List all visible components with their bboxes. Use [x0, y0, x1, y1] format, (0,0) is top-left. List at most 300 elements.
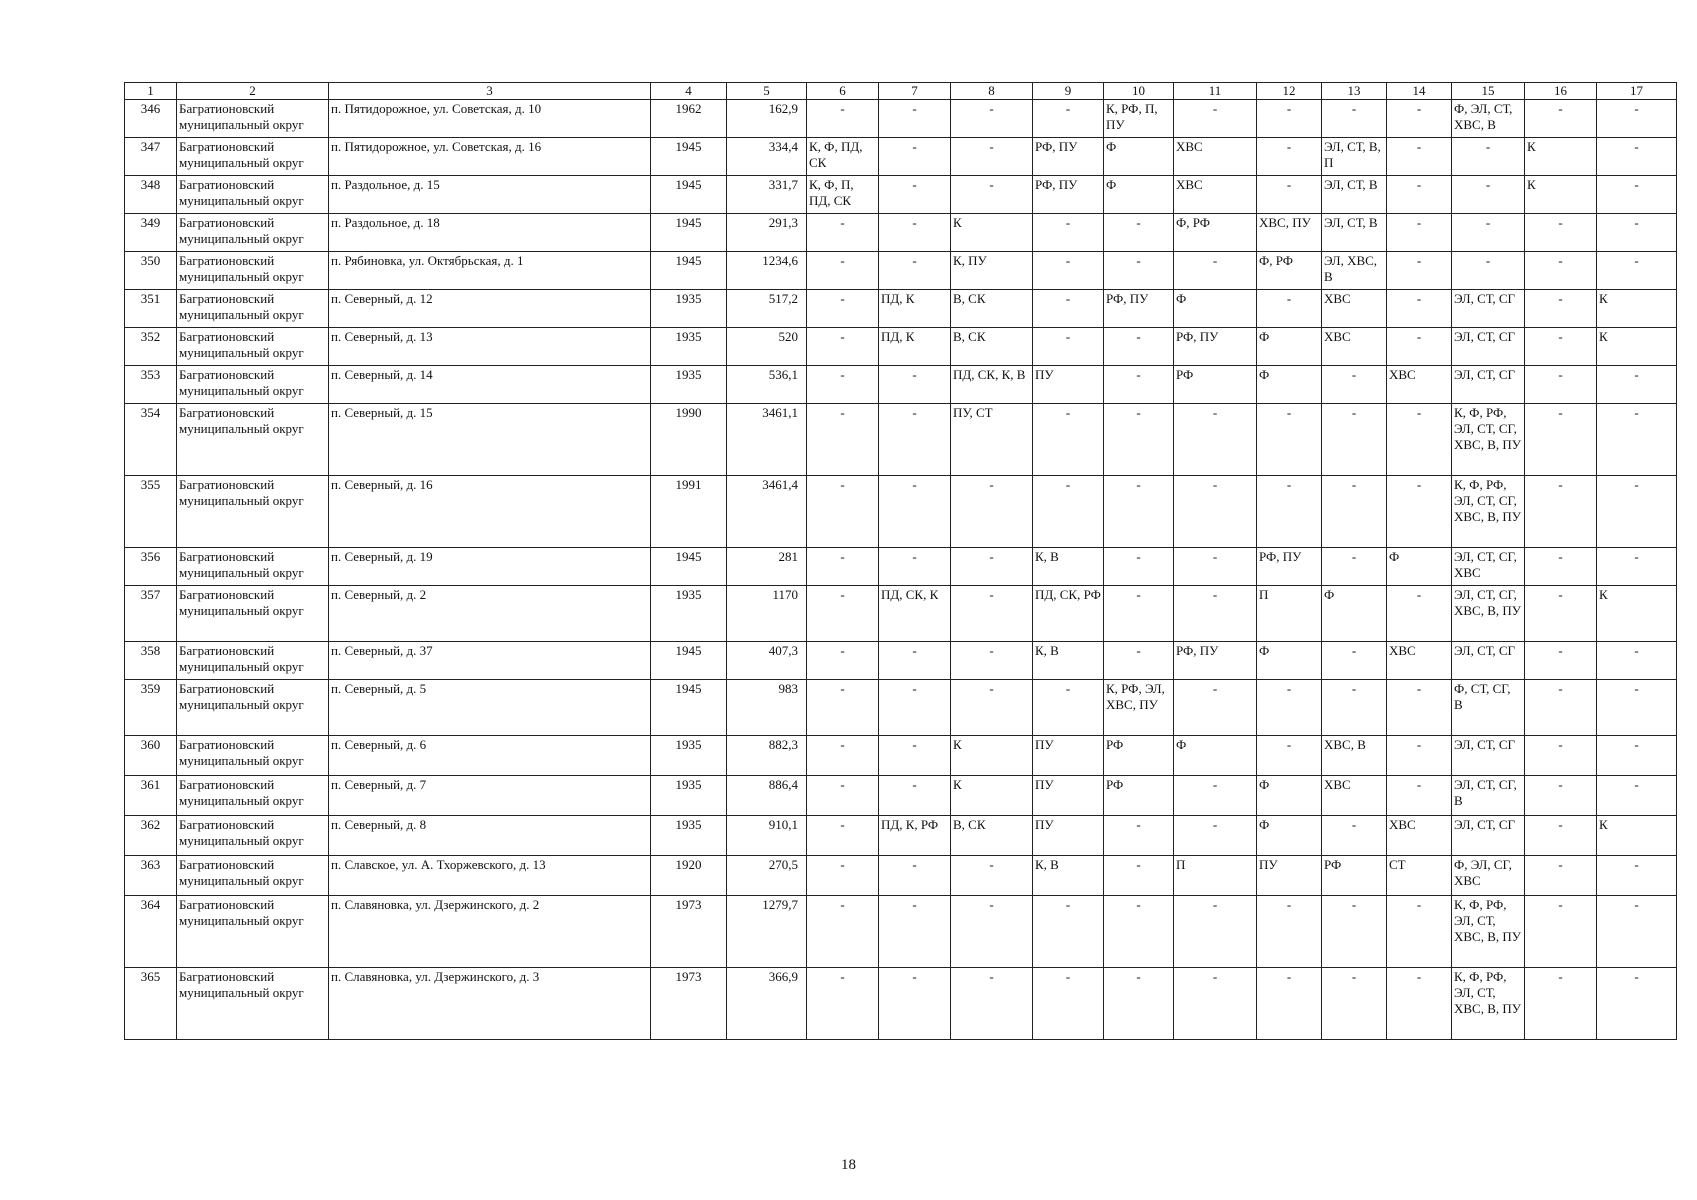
- table-cell: Багратионовский муниципальный округ: [177, 138, 329, 176]
- table-cell: Багратионовский муниципальный округ: [177, 856, 329, 896]
- table-cell: -: [1387, 476, 1452, 548]
- table-cell: -: [1104, 586, 1174, 642]
- table-cell: -: [1452, 252, 1525, 290]
- column-header: 15: [1452, 83, 1525, 100]
- table-cell: -: [1174, 896, 1257, 968]
- housing-table: [124, 82, 1677, 1040]
- table-cell: -: [1174, 680, 1257, 736]
- table-cell: -: [1597, 968, 1677, 1040]
- table-cell: ХВС: [1387, 642, 1452, 680]
- table-cell: 1935: [651, 328, 727, 366]
- table-cell: 882,3: [727, 736, 807, 776]
- table-cell: Ф: [1174, 736, 1257, 776]
- table-cell: 349: [125, 214, 177, 252]
- table-cell: п. Северный, д. 37: [329, 642, 651, 680]
- table-cell: -: [1387, 776, 1452, 816]
- table-cell: -: [807, 680, 879, 736]
- table-cell: -: [1525, 290, 1597, 328]
- table-cell: 334,4: [727, 138, 807, 176]
- table-cell: 348: [125, 176, 177, 214]
- table-cell: -: [1104, 968, 1174, 1040]
- table-cell: РФ, ПУ: [1257, 548, 1322, 586]
- table-cell: ХВС: [1174, 138, 1257, 176]
- table-cell: п. Северный, д. 16: [329, 476, 651, 548]
- table-cell: -: [1104, 476, 1174, 548]
- table-cell: -: [1174, 476, 1257, 548]
- table-cell: -: [1525, 776, 1597, 816]
- table-cell: -: [1257, 680, 1322, 736]
- table-cell: Багратионовский муниципальный округ: [177, 816, 329, 856]
- table-cell: -: [1525, 100, 1597, 138]
- column-header: 6: [807, 83, 879, 100]
- table-cell: -: [1322, 404, 1387, 476]
- table-cell: -: [951, 968, 1033, 1040]
- table-cell: -: [1322, 680, 1387, 736]
- table-cell: -: [1387, 214, 1452, 252]
- table-cell: -: [951, 680, 1033, 736]
- table-cell: 357: [125, 586, 177, 642]
- table-cell: п. Славяновка, ул. Дзержинского, д. 2: [329, 896, 651, 968]
- table-cell: 910,1: [727, 816, 807, 856]
- table-cell: К: [1597, 586, 1677, 642]
- table-cell: -: [1525, 642, 1597, 680]
- table-row: [125, 404, 1677, 476]
- table-cell: -: [1104, 404, 1174, 476]
- table-cell: ХВС: [1322, 776, 1387, 816]
- table-cell: К: [951, 736, 1033, 776]
- table-cell: -: [1525, 586, 1597, 642]
- table-cell: ХВС, ПУ: [1257, 214, 1322, 252]
- table-cell: п. Северный, д. 14: [329, 366, 651, 404]
- table-cell: -: [1174, 586, 1257, 642]
- table-cell: -: [1597, 476, 1677, 548]
- table-cell: 1920: [651, 856, 727, 896]
- table-row: [125, 366, 1677, 404]
- table-cell: 364: [125, 896, 177, 968]
- table-cell: 353: [125, 366, 177, 404]
- table-cell: ЭЛ, СТ, СГ: [1452, 366, 1525, 404]
- table-row: [125, 138, 1677, 176]
- table-cell: 1973: [651, 896, 727, 968]
- table-cell: -: [1387, 252, 1452, 290]
- table-cell: -: [1033, 680, 1104, 736]
- table-cell: -: [807, 252, 879, 290]
- table-cell: РФ: [1174, 366, 1257, 404]
- table-cell: РФ, ПУ: [1033, 176, 1104, 214]
- table-cell: 162,9: [727, 100, 807, 138]
- table-cell: -: [1104, 816, 1174, 856]
- table-cell: -: [1525, 214, 1597, 252]
- table-body: [125, 100, 1677, 1040]
- table-cell: -: [1525, 328, 1597, 366]
- table-cell: -: [1104, 856, 1174, 896]
- table-cell: Ф: [1257, 328, 1322, 366]
- table-cell: 886,4: [727, 776, 807, 816]
- table-cell: п. Северный, д. 2: [329, 586, 651, 642]
- table-cell: 1170: [727, 586, 807, 642]
- table-cell: ПД, К: [879, 328, 951, 366]
- table-cell: -: [807, 736, 879, 776]
- table-cell: п. Рябиновка, ул. Октябрьская, д. 1: [329, 252, 651, 290]
- table-cell: П: [1257, 586, 1322, 642]
- table-cell: -: [1597, 214, 1677, 252]
- table-cell: -: [1257, 404, 1322, 476]
- table-cell: -: [1322, 476, 1387, 548]
- table-cell: 1973: [651, 968, 727, 1040]
- table-cell: -: [1597, 642, 1677, 680]
- table-cell: К, РФ, П, ПУ: [1104, 100, 1174, 138]
- table-cell: Багратионовский муниципальный округ: [177, 896, 329, 968]
- table-cell: 3461,4: [727, 476, 807, 548]
- table-cell: Багратионовский муниципальный округ: [177, 252, 329, 290]
- table-row: [125, 642, 1677, 680]
- table-cell: -: [879, 176, 951, 214]
- table-cell: ЭЛ, СТ, СГ: [1452, 816, 1525, 856]
- table-cell: -: [1387, 176, 1452, 214]
- table-cell: -: [807, 776, 879, 816]
- table-cell: 1962: [651, 100, 727, 138]
- table-cell: П: [1174, 856, 1257, 896]
- table-row: [125, 816, 1677, 856]
- table-cell: 361: [125, 776, 177, 816]
- table-cell: 354: [125, 404, 177, 476]
- table-cell: -: [951, 176, 1033, 214]
- table-cell: -: [1257, 968, 1322, 1040]
- table-cell: К: [951, 776, 1033, 816]
- column-header: 1: [125, 83, 177, 100]
- table-cell: -: [807, 328, 879, 366]
- table-cell: В, СК: [951, 328, 1033, 366]
- table-cell: 360: [125, 736, 177, 776]
- table-cell: К, Ф, РФ, ЭЛ, СТ, ХВС, В, ПУ: [1452, 896, 1525, 968]
- table-cell: -: [1525, 896, 1597, 968]
- table-cell: К, Ф, РФ, ЭЛ, СТ, ХВС, В, ПУ: [1452, 968, 1525, 1040]
- table-cell: 1990: [651, 404, 727, 476]
- table-cell: ХВС: [1387, 366, 1452, 404]
- table-cell: -: [879, 476, 951, 548]
- table-cell: -: [1525, 476, 1597, 548]
- table-cell: -: [1104, 252, 1174, 290]
- table-cell: -: [1525, 736, 1597, 776]
- table-cell: 1945: [651, 252, 727, 290]
- table-cell: ПУ: [1033, 816, 1104, 856]
- table-cell: ПУ, СТ: [951, 404, 1033, 476]
- table-cell: Багратионовский муниципальный округ: [177, 366, 329, 404]
- table-cell: Багратионовский муниципальный округ: [177, 100, 329, 138]
- table-cell: ПУ: [1033, 776, 1104, 816]
- table-cell: 359: [125, 680, 177, 736]
- table-row: [125, 100, 1677, 138]
- table-cell: Ф: [1104, 176, 1174, 214]
- table-cell: К, Ф, ПД, СК: [807, 138, 879, 176]
- table-cell: 1945: [651, 548, 727, 586]
- table-cell: п. Северный, д. 8: [329, 816, 651, 856]
- table-cell: -: [1257, 290, 1322, 328]
- table-cell: -: [1525, 856, 1597, 896]
- column-header: 12: [1257, 83, 1322, 100]
- table-cell: -: [1033, 252, 1104, 290]
- table-cell: Багратионовский муниципальный округ: [177, 642, 329, 680]
- table-cell: РФ: [1104, 776, 1174, 816]
- table-cell: -: [1525, 252, 1597, 290]
- table-cell: Ф: [1257, 642, 1322, 680]
- table-cell: 355: [125, 476, 177, 548]
- table-cell: -: [1322, 896, 1387, 968]
- table-cell: ХВС, В: [1322, 736, 1387, 776]
- table-cell: -: [1322, 548, 1387, 586]
- table-row: [125, 680, 1677, 736]
- table-cell: -: [807, 366, 879, 404]
- table-cell: ХВС: [1387, 816, 1452, 856]
- table-cell: РФ, ПУ: [1104, 290, 1174, 328]
- table-cell: -: [1174, 100, 1257, 138]
- table-cell: -: [807, 856, 879, 896]
- table-cell: -: [1525, 968, 1597, 1040]
- table-cell: 407,3: [727, 642, 807, 680]
- table-cell: Ф: [1322, 586, 1387, 642]
- table-cell: ЭЛ, СТ, СГ: [1452, 642, 1525, 680]
- table-row: [125, 290, 1677, 328]
- table-cell: ПД, СК, РФ: [1033, 586, 1104, 642]
- table-cell: п. Славское, ул. А. Тхоржевского, д. 13: [329, 856, 651, 896]
- table-row: [125, 736, 1677, 776]
- table-cell: 1935: [651, 816, 727, 856]
- table-cell: ХВС: [1322, 290, 1387, 328]
- table-cell: К: [1597, 816, 1677, 856]
- table-cell: -: [1104, 328, 1174, 366]
- table-cell: 291,3: [727, 214, 807, 252]
- table-cell: -: [807, 100, 879, 138]
- table-cell: РФ, ПУ: [1033, 138, 1104, 176]
- table-cell: -: [879, 404, 951, 476]
- table-cell: -: [1452, 138, 1525, 176]
- table-cell: -: [1387, 100, 1452, 138]
- table-cell: -: [1033, 100, 1104, 138]
- table-cell: Ф, ЭЛ, СТ, ХВС, В: [1452, 100, 1525, 138]
- table-cell: п. Северный, д. 6: [329, 736, 651, 776]
- table-cell: В, СК: [951, 816, 1033, 856]
- table-cell: К, Ф, РФ, ЭЛ, СТ, СГ, ХВС, В, ПУ: [1452, 404, 1525, 476]
- table-row: [125, 968, 1677, 1040]
- table-cell: 270,5: [727, 856, 807, 896]
- table-cell: Ф, РФ: [1174, 214, 1257, 252]
- table-cell: 1945: [651, 176, 727, 214]
- table-cell: -: [879, 680, 951, 736]
- table-cell: -: [951, 642, 1033, 680]
- table-cell: ЭЛ, СТ, В: [1322, 176, 1387, 214]
- column-header: 9: [1033, 83, 1104, 100]
- table-row: [125, 476, 1677, 548]
- table-cell: К, ПУ: [951, 252, 1033, 290]
- table-cell: 520: [727, 328, 807, 366]
- table-cell: ПД, К, РФ: [879, 816, 951, 856]
- table-cell: -: [1597, 896, 1677, 968]
- table-cell: Ф, РФ: [1257, 252, 1322, 290]
- table-cell: -: [1387, 896, 1452, 968]
- table-cell: -: [807, 290, 879, 328]
- table-cell: -: [1104, 896, 1174, 968]
- table-cell: -: [1387, 968, 1452, 1040]
- table-cell: К: [1597, 328, 1677, 366]
- table-cell: ЭЛ, СТ, СГ, ХВС: [1452, 548, 1525, 586]
- table-cell: ЭЛ, ХВС, В: [1322, 252, 1387, 290]
- table-cell: К: [1597, 290, 1677, 328]
- column-header: 5: [727, 83, 807, 100]
- table-cell: ЭЛ, СТ, СГ: [1452, 736, 1525, 776]
- table-cell: п. Раздольное, д. 15: [329, 176, 651, 214]
- table-cell: -: [807, 968, 879, 1040]
- table-cell: 1234,6: [727, 252, 807, 290]
- table-cell: -: [1322, 816, 1387, 856]
- column-header: 10: [1104, 83, 1174, 100]
- table-cell: К, В: [1033, 642, 1104, 680]
- table-cell: 1935: [651, 776, 727, 816]
- column-header: 2: [177, 83, 329, 100]
- table-cell: -: [1322, 100, 1387, 138]
- table-cell: 350: [125, 252, 177, 290]
- table-cell: -: [879, 252, 951, 290]
- table-cell: РФ, ПУ: [1174, 642, 1257, 680]
- table-cell: 3461,1: [727, 404, 807, 476]
- table-cell: -: [1033, 290, 1104, 328]
- table-cell: -: [1597, 736, 1677, 776]
- table-cell: Багратионовский муниципальный округ: [177, 776, 329, 816]
- table-cell: 1935: [651, 586, 727, 642]
- table-row: [125, 214, 1677, 252]
- table-cell: -: [1257, 176, 1322, 214]
- table-cell: -: [1033, 328, 1104, 366]
- table-cell: -: [879, 548, 951, 586]
- table-cell: -: [951, 586, 1033, 642]
- table-cell: -: [879, 776, 951, 816]
- table-cell: п. Северный, д. 5: [329, 680, 651, 736]
- table-cell: -: [1387, 328, 1452, 366]
- table-cell: -: [879, 896, 951, 968]
- table-cell: 281: [727, 548, 807, 586]
- table-cell: К, В: [1033, 548, 1104, 586]
- table-cell: К, Ф, П, ПД, СК: [807, 176, 879, 214]
- table-row: [125, 586, 1677, 642]
- table-cell: -: [1257, 476, 1322, 548]
- table-cell: -: [1597, 404, 1677, 476]
- table-cell: 352: [125, 328, 177, 366]
- table-cell: 346: [125, 100, 177, 138]
- table-cell: -: [1322, 366, 1387, 404]
- table-cell: 347: [125, 138, 177, 176]
- table-cell: -: [1597, 856, 1677, 896]
- table-cell: -: [1033, 404, 1104, 476]
- table-cell: ХВС: [1174, 176, 1257, 214]
- table-cell: -: [1387, 736, 1452, 776]
- page-number: 18: [841, 1157, 856, 1173]
- table-cell: ПД, СК, К, В: [951, 366, 1033, 404]
- table-cell: СТ: [1387, 856, 1452, 896]
- table-cell: -: [807, 642, 879, 680]
- table-cell: 1945: [651, 680, 727, 736]
- table-cell: Багратионовский муниципальный округ: [177, 328, 329, 366]
- table-row: [125, 252, 1677, 290]
- table-cell: п. Северный, д. 7: [329, 776, 651, 816]
- table-cell: -: [1597, 776, 1677, 816]
- column-header: 7: [879, 83, 951, 100]
- table-cell: -: [1033, 476, 1104, 548]
- table-cell: п. Северный, д. 12: [329, 290, 651, 328]
- table-cell: Багратионовский муниципальный округ: [177, 968, 329, 1040]
- table-cell: -: [1452, 176, 1525, 214]
- table-cell: 517,2: [727, 290, 807, 328]
- table-cell: Багратионовский муниципальный округ: [177, 736, 329, 776]
- table-cell: -: [1387, 290, 1452, 328]
- table-cell: Багратионовский муниципальный округ: [177, 680, 329, 736]
- table-cell: Багратионовский муниципальный округ: [177, 586, 329, 642]
- table-cell: -: [879, 366, 951, 404]
- table-cell: Ф: [1257, 776, 1322, 816]
- table-cell: п. Пятидорожное, ул. Советская, д. 10: [329, 100, 651, 138]
- table-cell: ЭЛ, СТ, В: [1322, 214, 1387, 252]
- table-cell: Багратионовский муниципальный округ: [177, 214, 329, 252]
- table-cell: ЭЛ, СТ, СГ: [1452, 328, 1525, 366]
- table-cell: п. Славяновка, ул. Дзержинского, д. 3: [329, 968, 651, 1040]
- table-cell: Багратионовский муниципальный округ: [177, 290, 329, 328]
- table-cell: 366,9: [727, 968, 807, 1040]
- table-cell: -: [1257, 138, 1322, 176]
- column-header: 14: [1387, 83, 1452, 100]
- table-cell: -: [879, 100, 951, 138]
- table-cell: -: [807, 816, 879, 856]
- table-cell: -: [807, 476, 879, 548]
- table-cell: ПД, К: [879, 290, 951, 328]
- table-cell: -: [1387, 404, 1452, 476]
- table-cell: ХВС: [1322, 328, 1387, 366]
- table-cell: 1945: [651, 642, 727, 680]
- table-cell: 358: [125, 642, 177, 680]
- table-cell: -: [879, 138, 951, 176]
- column-header: 11: [1174, 83, 1257, 100]
- table-cell: -: [807, 896, 879, 968]
- table-row: [125, 856, 1677, 896]
- table-cell: п. Северный, д. 19: [329, 548, 651, 586]
- table-cell: -: [1525, 404, 1597, 476]
- table-cell: -: [1597, 680, 1677, 736]
- table-cell: К: [1525, 176, 1597, 214]
- table-cell: -: [1174, 252, 1257, 290]
- table-cell: 351: [125, 290, 177, 328]
- table-cell: ЭЛ, СТ, В, П: [1322, 138, 1387, 176]
- table-cell: 1279,7: [727, 896, 807, 968]
- table-cell: 356: [125, 548, 177, 586]
- table-cell: Ф: [1257, 816, 1322, 856]
- table-cell: -: [1597, 548, 1677, 586]
- table-row: [125, 176, 1677, 214]
- table-cell: -: [1525, 680, 1597, 736]
- table-cell: -: [879, 642, 951, 680]
- table-cell: Ф: [1104, 138, 1174, 176]
- table-cell: 363: [125, 856, 177, 896]
- table-cell: -: [1033, 214, 1104, 252]
- table-cell: Ф, СТ, СГ, В: [1452, 680, 1525, 736]
- table-cell: -: [879, 736, 951, 776]
- table-cell: ПУ: [1033, 366, 1104, 404]
- table-cell: -: [1597, 252, 1677, 290]
- table-cell: -: [807, 214, 879, 252]
- table-cell: -: [807, 548, 879, 586]
- table-cell: п. Раздольное, д. 18: [329, 214, 651, 252]
- table-cell: -: [1174, 968, 1257, 1040]
- table-cell: ЭЛ, СТ, СГ, ХВС, В, ПУ: [1452, 586, 1525, 642]
- table-cell: -: [1257, 736, 1322, 776]
- table-cell: 1935: [651, 736, 727, 776]
- table-cell: -: [1104, 642, 1174, 680]
